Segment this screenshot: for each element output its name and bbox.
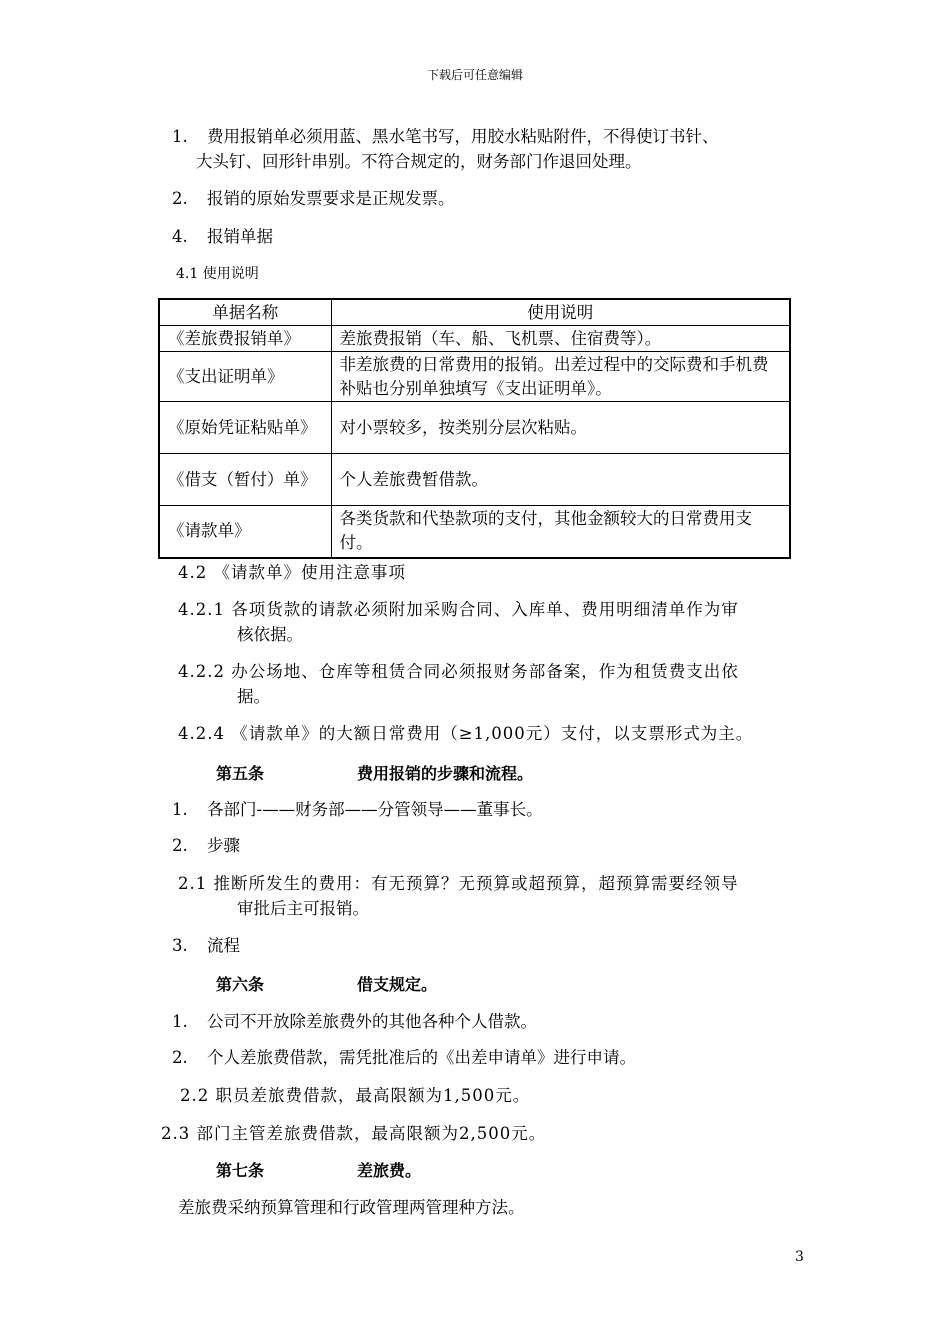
paragraph-line: 4.2.4 《请款单》的大额日常费用（≥1,000元）支付，以支票形式为主。 — [178, 724, 754, 743]
paragraph-line: 大头钉、回形针串别。不符合规定的，财务部门作退回处理。 — [196, 152, 642, 171]
table-header-cell: 单据名称 — [159, 299, 331, 326]
section-heading: 报销单据 — [207, 227, 273, 246]
paragraph-line: 个人差旅费借款，需凭批准后的《出差申请单》进行申请。 — [207, 1048, 636, 1067]
table-header-cell: 使用说明 — [331, 299, 790, 326]
page-number: 3 — [795, 1249, 804, 1265]
paragraph-line: 报销的原始发票要求是正规发票。 — [207, 189, 455, 208]
table-cell-name: 《请款单》 — [159, 506, 331, 558]
subsection-heading: 4.1 使用说明 — [176, 266, 259, 282]
table-cell-desc: 对小票较多，按类别分层次粘贴。 — [331, 402, 790, 454]
paragraph-line: 4.2.2 办公场地、仓库等租赁合同必须报财务部备案，作为租赁费支出依 — [178, 662, 739, 681]
table-cell-name: 《差旅费报销单》 — [159, 326, 331, 352]
paragraph-line: 步骤 — [207, 836, 240, 855]
article-title: 借支规定。 — [357, 975, 438, 994]
paragraph-line: 2.2 职员差旅费借款，最高限额为1,500元。 — [180, 1086, 531, 1105]
document-table — [158, 298, 791, 559]
paragraph-line: 核依据。 — [237, 625, 303, 644]
article-label: 第七条 — [216, 1161, 265, 1180]
table-cell-desc: 差旅费报销（车、船、飞机票、住宿费等）。 — [331, 326, 790, 352]
paragraph-line: 公司不开放除差旅费外的其他各种个人借款。 — [207, 1012, 537, 1031]
list-number: 4. — [172, 227, 188, 246]
paragraph-line: 流程 — [207, 936, 240, 955]
table-header-row — [159, 299, 790, 326]
list-number: 1. — [172, 1012, 188, 1031]
table-cell-name: 《支出证明单》 — [159, 352, 331, 402]
list-number: 2. — [172, 836, 188, 855]
table-row — [159, 454, 790, 506]
paragraph-line: 各部门-——财务部——分管领导——董事长。 — [207, 800, 543, 819]
table-row — [159, 506, 790, 558]
paragraph-line: 据。 — [237, 687, 270, 706]
list-number: 2. — [172, 1048, 188, 1067]
article-title: 差旅费。 — [357, 1161, 422, 1180]
table-row — [159, 402, 790, 454]
table-cell-desc: 个人差旅费暂借款。 — [331, 454, 790, 506]
article-label: 第六条 — [216, 975, 265, 994]
table-cell-desc: 非差旅费的日常费用的报销。出差过程中的交际费和手机费补贴也分别单独填写《支出证明单》。 — [331, 352, 790, 402]
article-title: 费用报销的步骤和流程。 — [357, 764, 534, 783]
article-label: 第五条 — [216, 764, 265, 783]
paragraph-line: 2.3 部门主管差旅费借款，最高限额为2,500元。 — [161, 1124, 547, 1143]
paragraph-line: 审批后主可报销。 — [237, 899, 369, 918]
paragraph-line: 2.1 推断所发生的费用：有无预算？无预算或超预算，超预算需要经领导 — [178, 874, 739, 893]
table-row — [159, 352, 790, 402]
list-number: 2. — [172, 189, 188, 208]
page-header: 下载后可任意编辑 — [426, 68, 523, 82]
table-cell-desc: 各类货款和代垫款项的支付，其他金额较大的日常费用支付。 — [331, 506, 790, 558]
list-number: 1. — [172, 127, 188, 146]
paragraph-line: 差旅费采纳预算管理和行政管理两管理种方法。 — [178, 1198, 525, 1217]
paragraph-line: 4.2.1 各项货款的请款必须附加采购合同、入库单、费用明细清单作为审 — [178, 600, 739, 619]
table-row — [159, 326, 790, 352]
paragraph-line: 费用报销单必须用蓝、黑水笔书写，用胶水粘贴附件，不得使订书针、 — [207, 127, 719, 146]
list-number: 1. — [172, 800, 188, 819]
table-cell-name: 《借支（暂付）单》 — [159, 454, 331, 506]
list-number: 3. — [172, 936, 188, 955]
subsection-heading: 4.2 《请款单》使用注意事项 — [178, 563, 406, 582]
table-cell-name: 《原始凭证粘贴单》 — [159, 402, 331, 454]
